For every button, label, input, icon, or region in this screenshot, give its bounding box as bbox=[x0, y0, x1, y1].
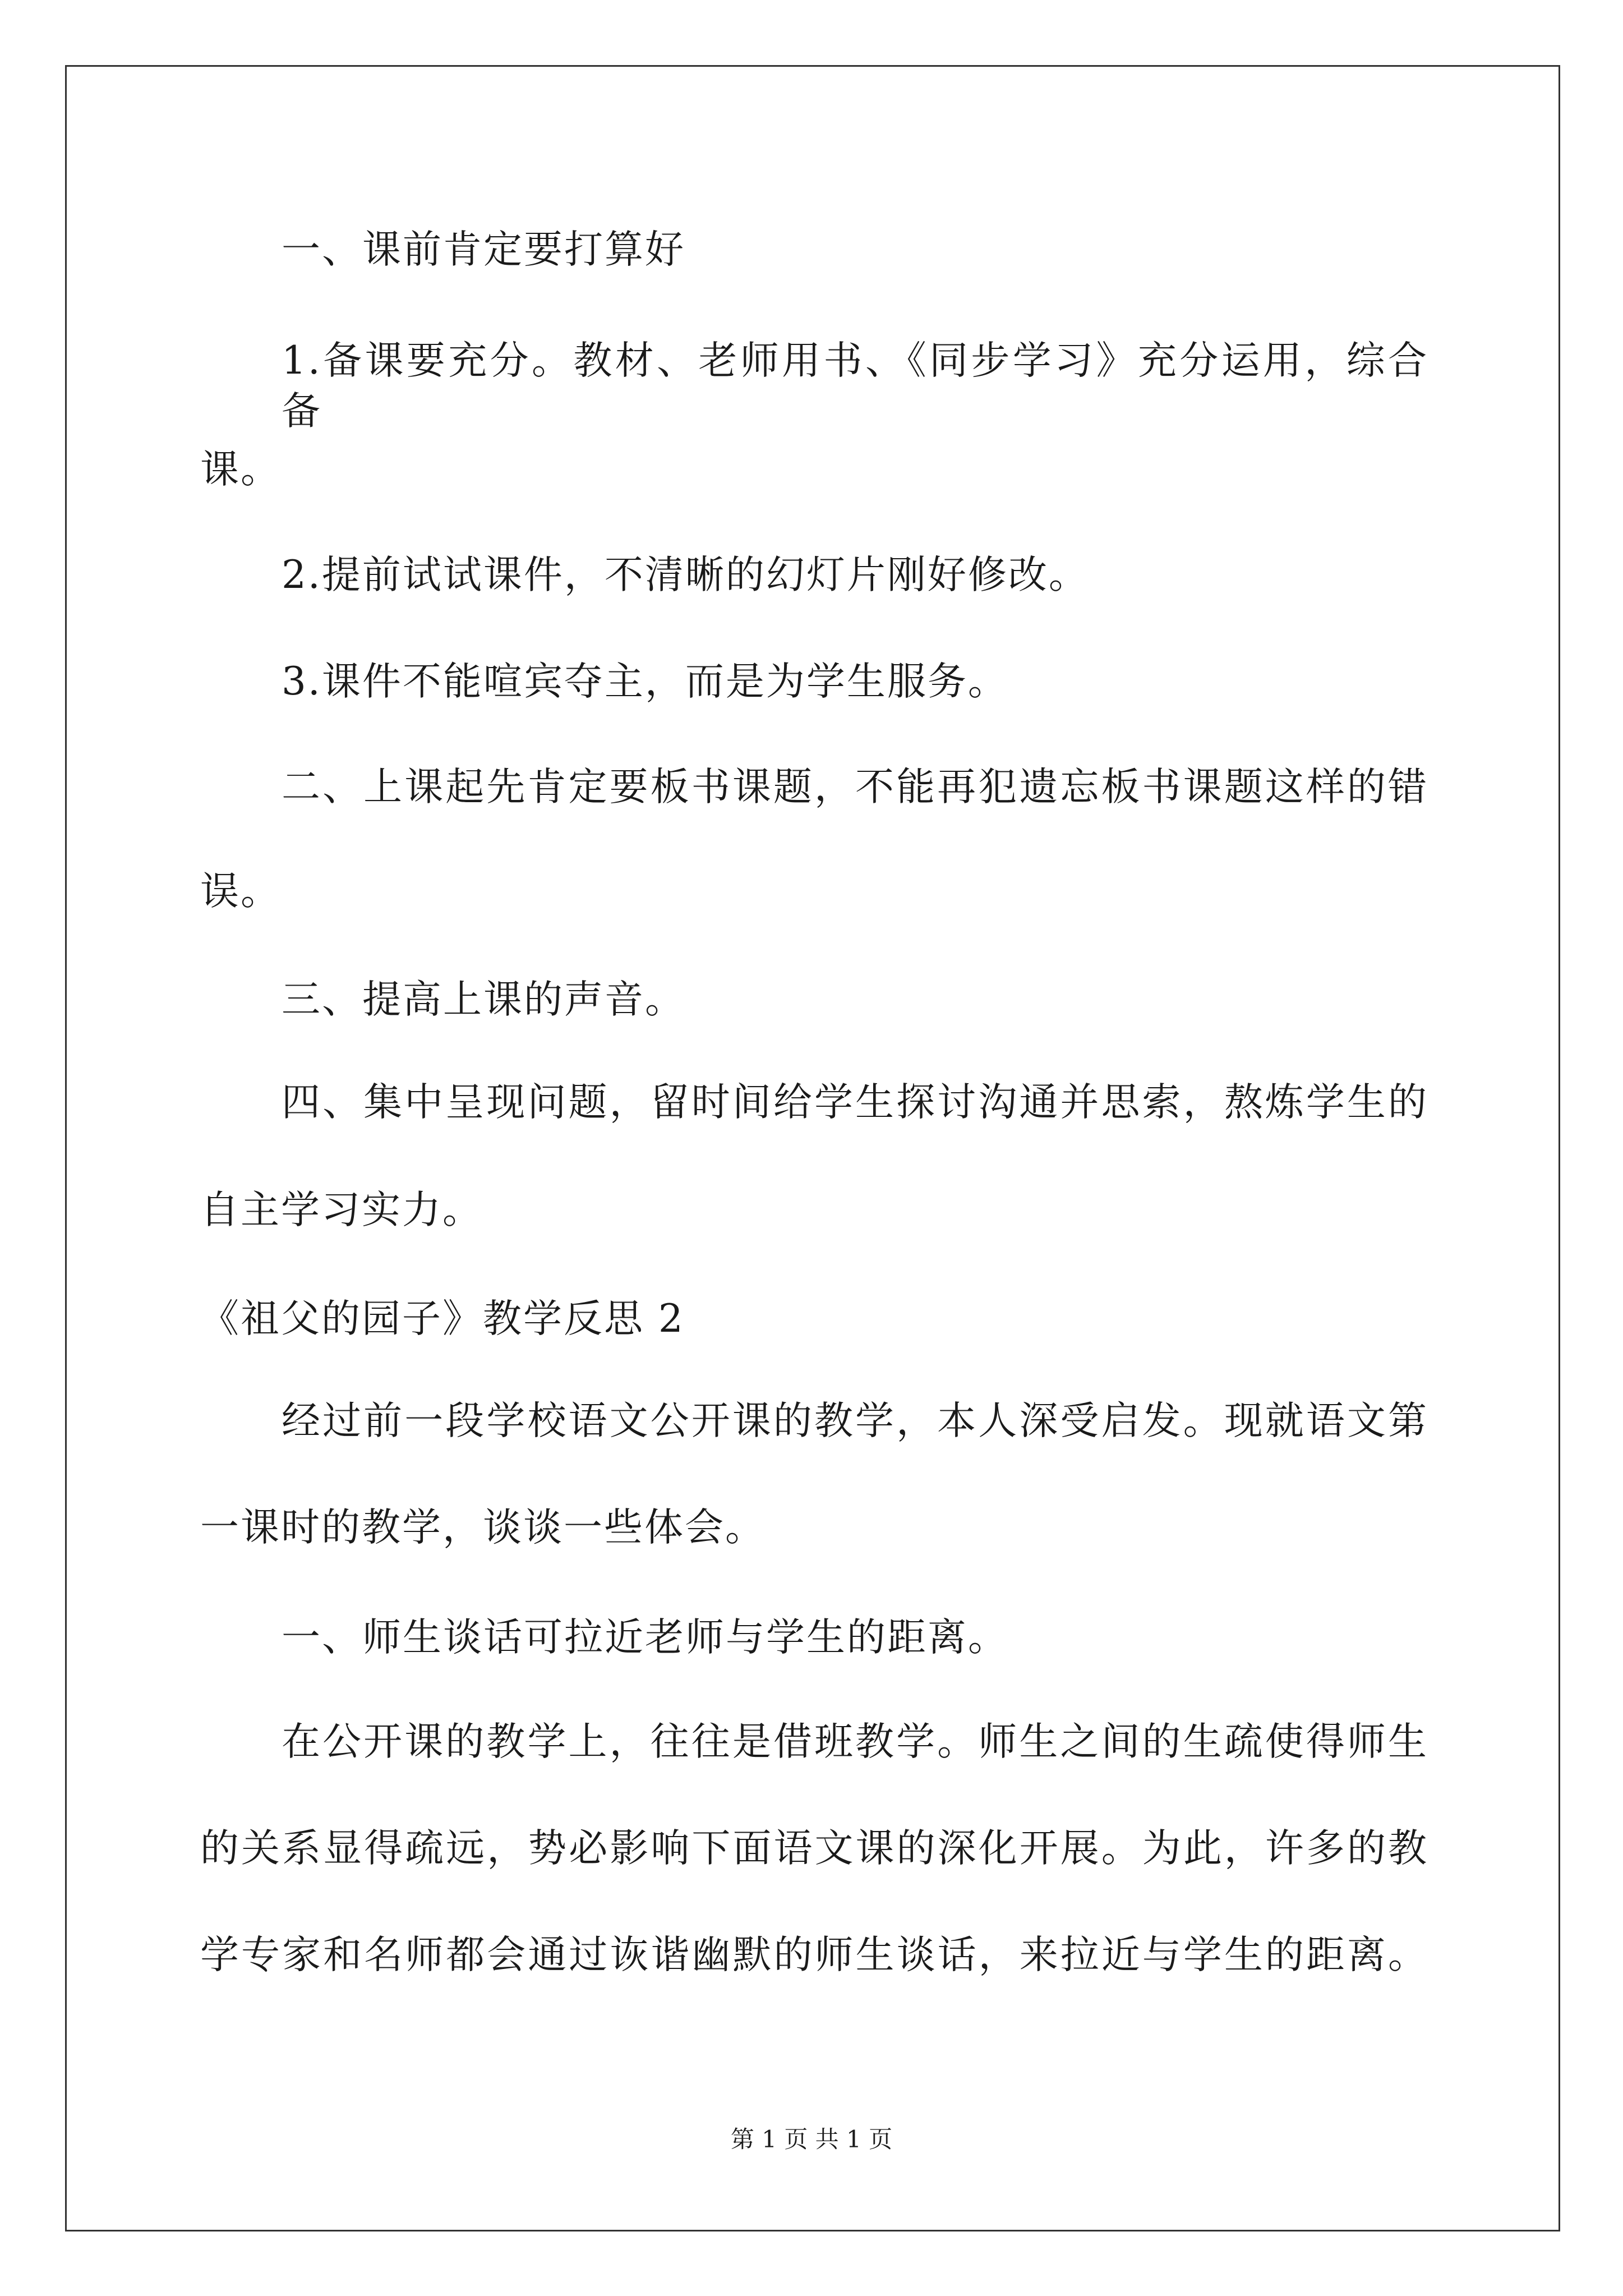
paragraph-line: 2.提前试试课件，不清晰的幻灯片刚好修改。 bbox=[282, 553, 1089, 597]
paragraph-line: 课。 bbox=[200, 447, 281, 492]
paragraph-line: 3.课件不能喧宾夺主，而是为学生服务。 bbox=[282, 659, 1008, 704]
section-heading-3: 三、提高上课的声音。 bbox=[282, 977, 685, 1022]
paragraph-line: 学专家和名师都会通过诙谐幽默的师生谈话，来拉近与学生的距离。 bbox=[200, 1932, 1428, 1977]
paragraph-line: 1.备课要充分。教材、老师用书、《同步学习》充分运用，综合备 bbox=[282, 338, 1428, 434]
section-heading-2: 二、上课起先肯定要板书课题，不能再犯遗忘板书课题这样的错 bbox=[282, 765, 1428, 809]
paragraph-line: 的关系显得疏远，势必影响下面语文课的深化开展。为此，许多的教 bbox=[200, 1826, 1428, 1871]
paragraph-line: 自主学习实力。 bbox=[200, 1188, 483, 1232]
section-heading-5: 一、师生谈话可拉近老师与学生的距离。 bbox=[282, 1615, 1008, 1660]
paragraph-line: 在公开课的教学上，往往是借班教学。师生之间的生疏使得师生 bbox=[282, 1719, 1428, 1764]
section-heading-1: 一、课前肯定要打算好 bbox=[282, 227, 685, 272]
paragraph-line: 一课时的教学，谈谈一些体会。 bbox=[200, 1505, 766, 1550]
article-title: 《祖父的园子》教学反思 2 bbox=[200, 1296, 685, 1341]
paragraph-line: 经过前一段学校语文公开课的教学，本人深受启发。现就语文第 bbox=[282, 1398, 1428, 1443]
page-number-footer: 第 1 页 共 1 页 bbox=[730, 2125, 893, 2153]
section-heading-4: 四、集中呈现问题，留时间给学生探讨沟通并思索，熬炼学生的 bbox=[282, 1080, 1428, 1125]
paragraph-line: 误。 bbox=[200, 869, 281, 914]
